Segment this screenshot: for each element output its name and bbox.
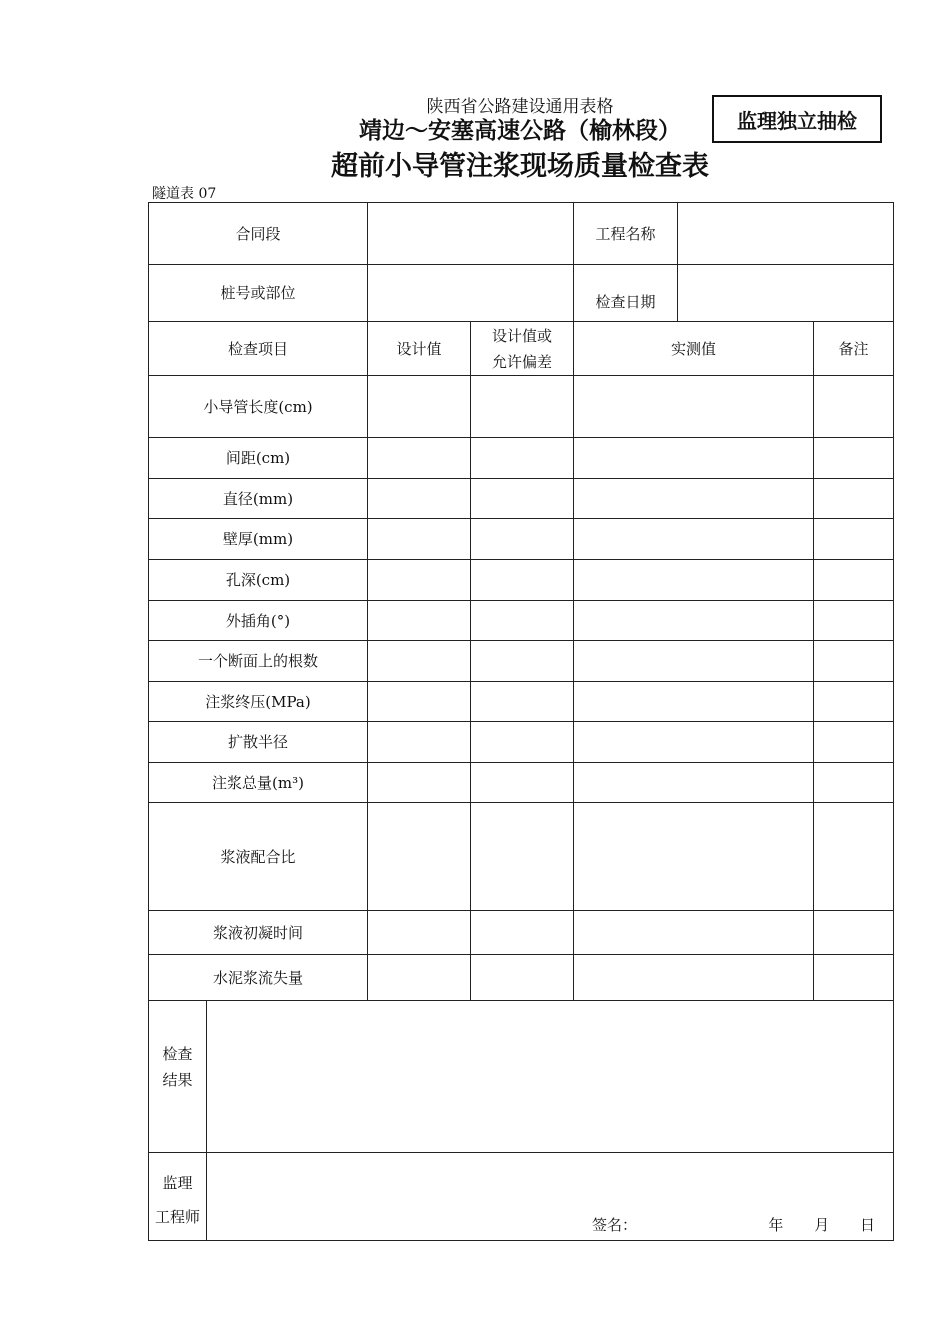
measured-cell[interactable] xyxy=(574,682,814,722)
measured-cell[interactable] xyxy=(574,955,814,1001)
measured-cell[interactable] xyxy=(574,722,814,763)
design-cell[interactable] xyxy=(368,722,471,763)
measured-cell[interactable] xyxy=(574,641,814,682)
supervisor-label-line2: 工程师 xyxy=(154,1207,200,1226)
station-value[interactable] xyxy=(368,265,574,322)
date-year: 年 xyxy=(768,1216,784,1234)
measured-cell[interactable] xyxy=(574,763,814,803)
table-row xyxy=(149,803,894,911)
measured-cell[interactable] xyxy=(574,911,814,955)
design-cell[interactable] xyxy=(368,641,471,682)
item-label: 水泥浆流失量 xyxy=(149,955,368,1001)
col-tolerance xyxy=(471,322,574,376)
table-row xyxy=(149,519,894,560)
design-cell[interactable] xyxy=(368,601,471,641)
remarks-cell[interactable] xyxy=(814,601,894,641)
station-label: 桩号或部位 xyxy=(149,265,368,322)
measured-cell[interactable] xyxy=(574,438,814,479)
result-row xyxy=(149,1001,894,1153)
signature-area xyxy=(207,1154,893,1240)
item-label: 孔深(cm) xyxy=(149,560,368,601)
contract-label: 合同段 xyxy=(149,203,368,265)
remarks-cell[interactable] xyxy=(814,955,894,1001)
remarks-cell[interactable] xyxy=(814,911,894,955)
item-label: 外插角(°) xyxy=(149,601,368,641)
column-header-row xyxy=(149,322,894,376)
project-name-value[interactable] xyxy=(678,203,894,265)
remarks-cell[interactable] xyxy=(814,519,894,560)
item-label: 间距(cm) xyxy=(149,438,368,479)
design-cell[interactable] xyxy=(368,682,471,722)
table-row xyxy=(149,763,894,803)
contract-row xyxy=(149,203,894,265)
item-label: 扩散半径 xyxy=(149,722,368,763)
remarks-cell[interactable] xyxy=(814,560,894,601)
contract-value[interactable] xyxy=(368,203,574,265)
project-name-label: 工程名称 xyxy=(574,203,678,265)
col-tolerance-line1: 设计值或 xyxy=(492,326,553,345)
date-label: 检查日期 xyxy=(574,265,678,322)
design-cell[interactable] xyxy=(368,911,471,955)
table-row xyxy=(149,479,894,519)
remarks-cell[interactable] xyxy=(814,438,894,479)
design-cell[interactable] xyxy=(368,955,471,1001)
tolerance-cell[interactable] xyxy=(471,519,574,560)
table-row xyxy=(149,682,894,722)
table-row xyxy=(149,438,894,479)
signature-date xyxy=(742,1212,875,1238)
tolerance-cell[interactable] xyxy=(471,641,574,682)
result-content[interactable] xyxy=(207,1001,894,1153)
remarks-cell[interactable] xyxy=(814,682,894,722)
measured-cell[interactable] xyxy=(574,479,814,519)
result-label-line2: 结果 xyxy=(162,1070,193,1089)
date-month: 月 xyxy=(814,1216,830,1234)
form-number: 隧道表 07 xyxy=(152,186,217,202)
table-row xyxy=(149,376,894,438)
supervisor-label-line1: 监理 xyxy=(162,1173,193,1192)
measured-cell[interactable] xyxy=(574,376,814,438)
col-measured: 实测值 xyxy=(574,322,814,376)
result-label-line1: 检查 xyxy=(162,1044,193,1063)
measured-cell[interactable] xyxy=(574,601,814,641)
item-label: 壁厚(mm) xyxy=(149,519,368,560)
measured-cell[interactable] xyxy=(574,560,814,601)
tolerance-cell[interactable] xyxy=(471,479,574,519)
supervisor-label xyxy=(149,1153,207,1241)
col-remarks: 备注 xyxy=(814,322,894,376)
date-day: 日 xyxy=(860,1216,876,1234)
result-label xyxy=(149,1001,207,1153)
remarks-cell[interactable] xyxy=(814,763,894,803)
item-label: 浆液初凝时间 xyxy=(149,911,368,955)
design-cell[interactable] xyxy=(368,376,471,438)
station-row xyxy=(149,265,894,322)
measured-cell[interactable] xyxy=(574,519,814,560)
item-label: 小导管长度(cm) xyxy=(149,376,368,438)
tolerance-cell[interactable] xyxy=(471,911,574,955)
tolerance-cell[interactable] xyxy=(471,803,574,911)
stamp-text: 监理独立抽检 xyxy=(737,108,857,133)
supervisor-content[interactable] xyxy=(207,1153,894,1241)
form-subtitle: 陕西省公路建设通用表格 xyxy=(426,97,614,117)
date-value[interactable] xyxy=(678,265,894,322)
tolerance-cell[interactable] xyxy=(471,763,574,803)
table-row xyxy=(149,601,894,641)
stamp-box xyxy=(712,95,882,143)
signature-label: 签名： xyxy=(592,1216,638,1234)
inspection-table xyxy=(148,202,894,1241)
tolerance-cell[interactable] xyxy=(471,601,574,641)
col-item: 检查项目 xyxy=(149,322,368,376)
col-design: 设计值 xyxy=(368,322,471,376)
measured-cell[interactable] xyxy=(574,803,814,911)
remarks-cell[interactable] xyxy=(814,641,894,682)
item-label: 一个断面上的根数 xyxy=(149,641,368,682)
page-title: 超前小导管注浆现场质量检查表 xyxy=(331,151,709,182)
tolerance-cell[interactable] xyxy=(471,560,574,601)
design-cell[interactable] xyxy=(368,438,471,479)
remarks-cell[interactable] xyxy=(814,803,894,911)
design-cell[interactable] xyxy=(368,519,471,560)
project-title: 靖边～安塞高速公路（榆林段） xyxy=(359,118,681,144)
table-row xyxy=(149,911,894,955)
tolerance-cell[interactable] xyxy=(471,955,574,1001)
design-cell[interactable] xyxy=(368,560,471,601)
item-label: 注浆总量(m³) xyxy=(149,763,368,803)
table-row xyxy=(149,641,894,682)
design-cell[interactable] xyxy=(368,479,471,519)
tolerance-cell[interactable] xyxy=(471,376,574,438)
item-label: 直径(mm) xyxy=(149,479,368,519)
item-label: 注浆终压(MPa) xyxy=(149,682,368,722)
supervisor-row xyxy=(149,1153,894,1241)
table-row xyxy=(149,955,894,1001)
col-tolerance-line2: 允许偏差 xyxy=(492,352,553,371)
remarks-cell[interactable] xyxy=(814,479,894,519)
tolerance-cell[interactable] xyxy=(471,722,574,763)
tolerance-cell[interactable] xyxy=(471,682,574,722)
table-row xyxy=(149,560,894,601)
table-row xyxy=(149,722,894,763)
item-label: 浆液配合比 xyxy=(149,803,368,911)
tolerance-cell[interactable] xyxy=(471,438,574,479)
design-cell[interactable] xyxy=(368,763,471,803)
remarks-cell[interactable] xyxy=(814,722,894,763)
design-cell[interactable] xyxy=(368,803,471,911)
remarks-cell[interactable] xyxy=(814,376,894,438)
